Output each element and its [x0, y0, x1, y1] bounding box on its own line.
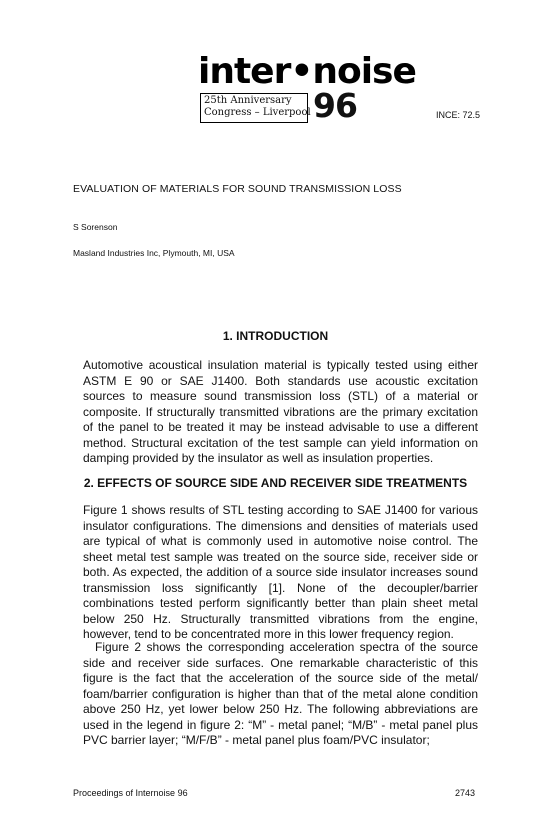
logo-anniversary-text: 25th Anniversary [204, 95, 292, 106]
logo-congress-text: Congress – Liverpool [204, 107, 311, 118]
conference-logo: inter•noise [198, 51, 416, 92]
page-number: 2743 [454, 788, 475, 798]
author-affiliation: Masland Industries Inc, Plymouth, MI, USA [73, 248, 235, 258]
paragraph: Automotive acoustical insulation material is typically tested using either ASTM E 90 or SAE J1400. Both standards use acoustic excitation sources to measure sound transmission loss (STL) of a material or composite. If structurally transmitted vibrations are the primary excitation of the panel to be treated it may be instead advisable to use a different method. Structural excitation of the test sample can yield information on damping provided by the insulator as well as insulation properties. [83, 358, 478, 465]
author-name: S Sorenson [73, 222, 118, 232]
section-heading-introduction: 1. INTRODUCTION [222, 329, 329, 343]
section-heading-effects: 2. EFFECTS OF SOURCE SIDE AND RECEIVER SIDE TREATMENTS [83, 476, 468, 490]
paper-title: EVALUATION OF MATERIALS FOR SOUND TRANSMISSION LOSS [73, 183, 402, 195]
conference-logo-box [200, 93, 311, 123]
footer-proceedings: Proceedings of Internoise 96 [73, 788, 188, 798]
paragraph: Figure 1 shows results of STL testing according to SAE J1400 for various insulator configurations. The dimensions and densities of materials used are typical of what is commonly used in automotive noise control. The sheet metal test sample was treated on the source side, receiver side or both. As expected, the addition of a source side insulator increases sound transmission loss significantly [1]. None of the decoupler/barrier combinations tested perform significantly better than plain sheet metal below 250 Hz. Structurally transmitted vibrations from the engine, however, tend to be concentrated more in this lower frequency region. [83, 503, 478, 641]
paragraph: Figure 2 shows the corresponding acceleration spectra of the source side and receiver side surfaces. One remarkable characteristic of this figure is the fact that the acceleration of the source side of the metal/ foam/barrier configuration is higher than that of the metal alone condition above 250 Hz, yet lower below 250 Hz. The following abbreviations are used in the legend in figure 2: “M” - metal panel; “M/B” - metal panel plus PVC barrier layer; “M/F/B” - metal panel plus foam/PVC insulator; [83, 640, 478, 747]
logo-year: 96 [313, 86, 357, 125]
ince-code: INCE: 72.5 [435, 110, 480, 120]
